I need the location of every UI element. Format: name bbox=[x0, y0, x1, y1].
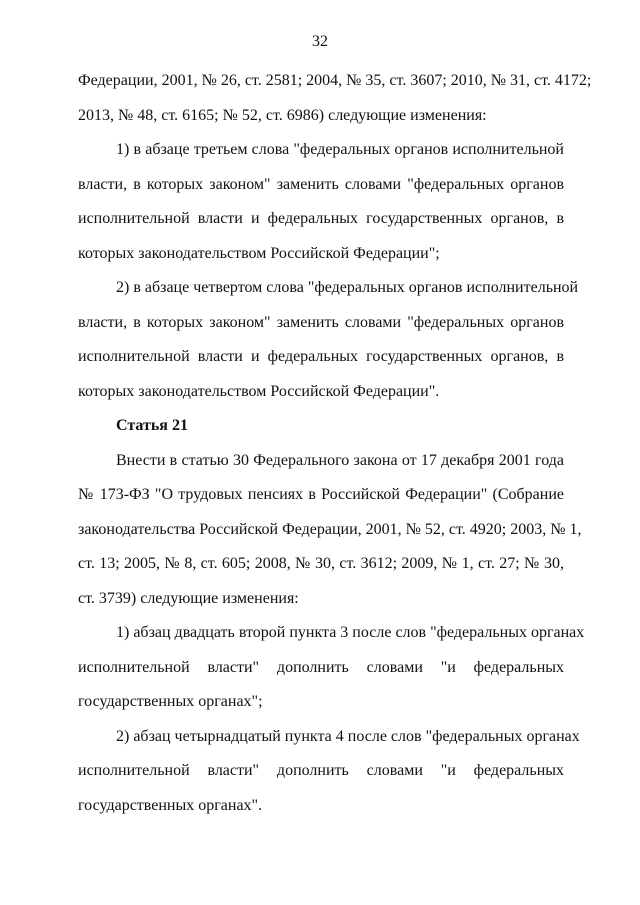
text-line: исполнительной власти" дополнить словами "и федеральных bbox=[78, 762, 564, 779]
text-line: 2) абзац четырнадцатый пункта 4 после слов "федеральных органах bbox=[116, 727, 580, 745]
document-body bbox=[78, 64, 592, 823]
text-line: власти, в которых законом" заменить словами "федеральных органов bbox=[78, 313, 564, 331]
text-line: Внести в статью 30 Федерального закона от 17 декабря 2001 года bbox=[116, 451, 564, 469]
text-line: 1) в абзаце третьем слова "федеральных органов исполнительной bbox=[116, 141, 564, 158]
text-line: исполнительной власти и федеральных государственных органов, в bbox=[78, 210, 564, 227]
text-line: ст. 13; 2005, № 8, ст. 605; 2008, № 30, ст. 3612; 2009, № 1, ст. 27; № 30, bbox=[78, 555, 564, 572]
text-line: ст. 3739) следующие изменения: bbox=[78, 589, 299, 607]
text-line: власти, в которых законом" заменить словами "федеральных органов bbox=[78, 175, 564, 193]
text-line: исполнительной власти" дополнить словами "и федеральных bbox=[78, 658, 564, 676]
page-number: 32 bbox=[312, 33, 328, 50]
text-line: исполнительной власти и федеральных государственных органов, в bbox=[78, 348, 564, 365]
text-line: 2013, № 48, ст. 6165; № 52, ст. 6986) следующие изменения: bbox=[78, 106, 487, 124]
text-line: которых законодательством Российской Федерации"; bbox=[78, 244, 440, 262]
text-line: 1) абзац двадцать второй пункта 3 после слов "федеральных органах bbox=[116, 624, 585, 641]
article-heading: Статья 21 bbox=[116, 417, 188, 434]
text-line: которых законодательством Российской Федерации". bbox=[78, 382, 440, 400]
text-line: 2) в абзаце четвертом слова "федеральных органов исполнительной bbox=[116, 279, 579, 296]
text-line: законодательства Российской Федерации, 2001, № 52, ст. 4920; 2003, № 1, bbox=[78, 520, 582, 538]
text-line: № 173-ФЗ "О трудовых пенсиях в Российской Федерации" (Собрание bbox=[78, 486, 564, 503]
text-line: государственных органах"; bbox=[78, 693, 263, 710]
text-line: государственных органах". bbox=[78, 796, 263, 814]
text-line: Федерации, 2001, № 26, ст. 2581; 2004, № 35, ст. 3607; 2010, № 31, ст. 4172; bbox=[78, 72, 592, 89]
